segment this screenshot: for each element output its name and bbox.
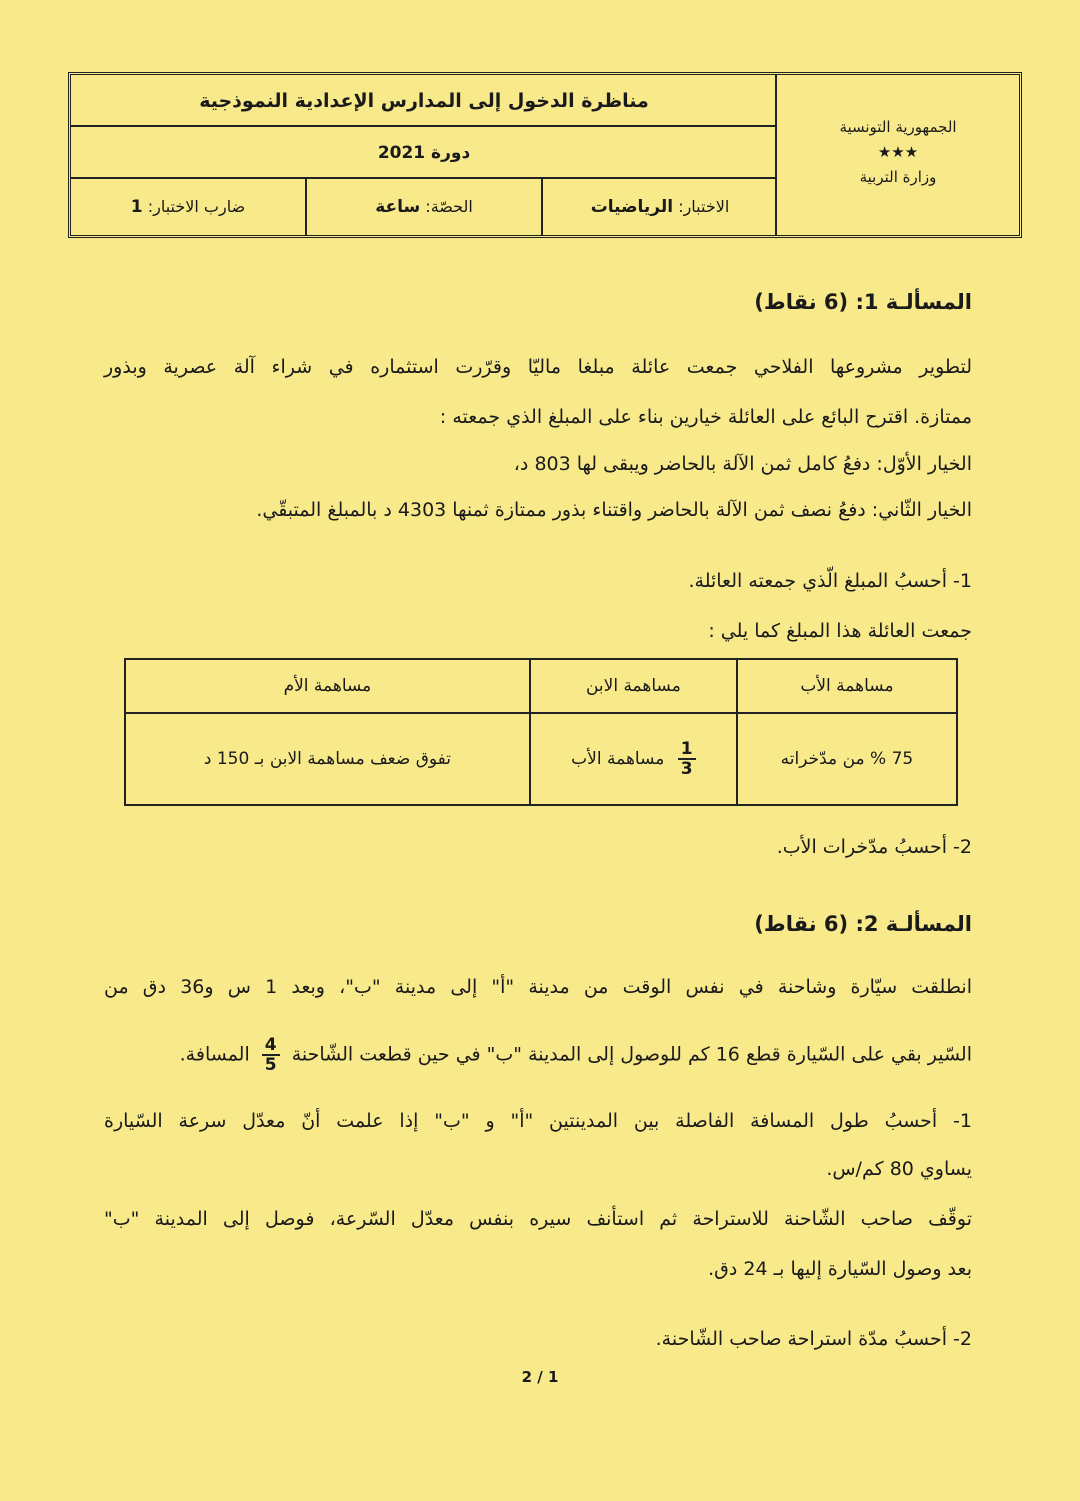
contributions-table xyxy=(124,658,958,806)
stars-emblem: ★★★ xyxy=(877,143,919,161)
coefficient-cell xyxy=(71,179,305,235)
table-intro: جمعت العائلة هذا المبلغ كما يلي : xyxy=(708,620,972,642)
problem2-line3: توقّف صاحب الشّاحنة للاستراحة ثم استأنف سيره بنفس معدّل السّرعة، فوصل إلى المدينة "ب" xyxy=(104,1208,972,1230)
exam-session: دورة 2021 xyxy=(71,127,777,179)
duration-label: الحصّة: xyxy=(425,197,473,216)
father-contribution: 75 % من مدّخراته xyxy=(737,713,957,805)
ministry-name: وزارة التربية xyxy=(859,168,937,186)
ministry-block xyxy=(775,75,1019,235)
problem1-line2: ممتازة. اقترح البائع على العائلة خيارين بناء على المبلغ الذي جمعته : xyxy=(439,406,972,428)
country-name: الجمهورية التونسية xyxy=(839,118,957,136)
coefficient-label: ضارب الاختبار: xyxy=(147,197,246,216)
subject-value: الرياضيات xyxy=(590,197,674,217)
problem1-question1: 1- أحسبُ المبلغ الّذي جمعته العائلة. xyxy=(688,570,972,592)
fraction-denominator: 5 xyxy=(264,1055,277,1075)
problem1-title: المسألـة 1: (6 نقاط) xyxy=(754,290,972,314)
problem2-question1b: يساوي 80 كم/س. xyxy=(826,1158,972,1180)
fraction-denominator: 3 xyxy=(680,759,693,779)
problem1-option1: الخيار الأوّل: دفعُ كامل ثمن الآلة بالحاضر ويبقى لها 803 د، xyxy=(513,453,972,475)
exam-info xyxy=(71,75,777,235)
subject-label: الاختبار: xyxy=(678,197,730,216)
problem2-line2 xyxy=(180,1036,972,1074)
header-mother: مساهمة الأم xyxy=(125,659,530,713)
subject-cell xyxy=(541,179,777,235)
problem2-question2: 2- أحسبُ مدّة استراحة صاحب الشّاحنة. xyxy=(655,1328,972,1350)
problem2-question1a: 1- أحسبُ طول المسافة الفاصلة بين المدينتين "أ" و "ب" إذا علمت أنّ معدّل سرعة السّيارة xyxy=(104,1110,972,1132)
problem2-title: المسألـة 2: (6 نقاط) xyxy=(754,912,972,936)
problem1-question2: 2- أحسبُ مدّخرات الأب. xyxy=(776,836,972,858)
header-father: مساهمة الأب xyxy=(737,659,957,713)
problem1-line1: لتطوير مشروعها الفلاحي جمعت عائلة مبلغا ماليّا وقرّرت استثماره في شراء آلة عصرية وبذور xyxy=(104,356,972,378)
duration-value: ساعة xyxy=(375,197,421,217)
fraction-one-third xyxy=(678,740,696,778)
table-row xyxy=(125,713,957,805)
exam-title: مناظرة الدخول إلى المدارس الإعدادية النموذجية xyxy=(71,75,777,127)
problem2-line2-start: السّير بقي على السّيارة قطع 16 كم للوصول إلى المدينة "ب" في حين قطعت الشّاحنة xyxy=(291,1043,972,1066)
header-son: مساهمة الابن xyxy=(530,659,737,713)
table-header-row xyxy=(125,659,957,713)
problem2-line2-end: المسافة. xyxy=(179,1043,250,1066)
coefficient-value: 1 xyxy=(130,197,143,217)
son-contribution xyxy=(530,713,737,805)
fraction-numerator: 1 xyxy=(678,740,696,760)
problem1-option2: الخيار الثّاني: دفعُ نصف ثمن الآلة بالحاضر واقتناء بذور ممتازة ثمنها 4303 د بالمبلغ المتبقّي. xyxy=(256,499,972,521)
exam-header xyxy=(68,72,1022,238)
problem2-line4: بعد وصول السّيارة إليها بـ 24 دق. xyxy=(708,1258,972,1280)
fraction-numerator: 4 xyxy=(262,1036,280,1056)
son-contribution-text: مساهمة الأب xyxy=(571,749,665,769)
mother-contribution: تفوق ضعف مساهمة الابن بـ 150 د xyxy=(125,713,530,805)
problem2-line1: انطلقت سيّارة وشاحنة في نفس الوقت من مدينة "أ" إلى مدينة "ب"، وبعد 1 س و36 دق من xyxy=(104,976,972,998)
fraction-four-fifths xyxy=(262,1036,280,1074)
exam-details-row xyxy=(71,179,777,235)
page-number: 2 / 1 xyxy=(521,1368,559,1386)
duration-cell xyxy=(305,179,541,235)
